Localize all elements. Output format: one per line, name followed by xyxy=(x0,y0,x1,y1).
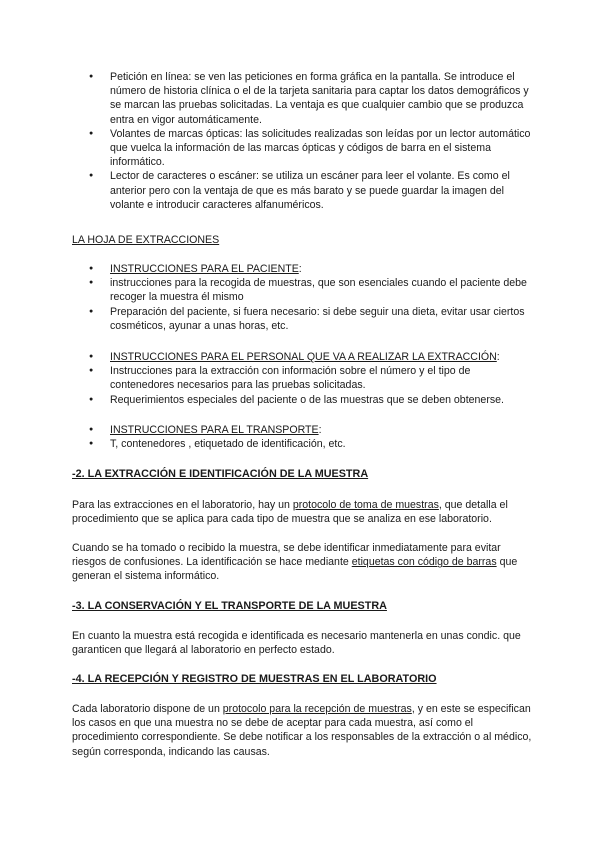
section-4-title xyxy=(72,672,532,686)
barcode-label-text: etiquetas con código de barras xyxy=(351,556,497,569)
personal-instructions xyxy=(72,350,532,407)
section-heading: -2. LA EXTRACCIÓN E IDENTIFICACIÓN DE LA MUESTRA xyxy=(72,468,369,480)
transporte-instructions xyxy=(72,423,532,451)
hoja-extracciones-title xyxy=(72,233,532,247)
list-item: ● Requerimientos especiales del paciente o de las muestras que se deben obtenerse. xyxy=(72,393,532,407)
section-4-paragraph-1: Cada laboratorio dispone de un protocolo para la recepción de muestras, y en este se especifican los casos en que una muestra no se debe de aceptar para cada muestra, así como el procedimiento correspondiente. Se debe notificar a los responsables de la extracción o al médico, según corresponda, indicando las causas. xyxy=(72,703,532,758)
list-item-heading: ● INSTRUCCIONES PARA EL PERSONAL QUE VA A REALIZAR LA EXTRACCIÓN: xyxy=(72,350,532,364)
paciente-instructions xyxy=(72,262,532,333)
section-2-title xyxy=(72,467,532,481)
list-item: ● Preparación del paciente, si fuera necesario: si debe seguir una dieta, evitar usar ciertos cosméticos, ayunar a unas horas, etc. xyxy=(72,305,532,333)
section-3-paragraph-1: En cuanto la muestra está recogida e identificada es necesario mantenerla en unas condic. que garanticen que llegará al laboratorio en perfecto estado. xyxy=(72,630,521,657)
protocol-link-text: protocolo de toma de muestras xyxy=(292,499,439,511)
section-2-paragraph-1: Para las extracciones en el laboratorio, hay un protocolo de toma de muestras, que detalla el procedimiento que se aplica para cada tipo de muestra que se analiza en ese laboratorio. xyxy=(72,499,508,526)
section-heading: -3. LA CONSERVACIÓN Y EL TRANSPORTE DE LA MUESTRA xyxy=(72,600,387,612)
input-methods-list xyxy=(72,70,532,212)
list-item: ● Instrucciones para la extracción con información sobre el número y el tipo de contenedores necesarios para las pruebas solicitadas. xyxy=(72,364,532,392)
reception-protocol-text: protocolo para la recepción de muestras xyxy=(222,703,412,715)
section-title: LA HOJA DE EXTRACCIONES xyxy=(72,234,220,246)
list-item: ● instrucciones para la recogida de muestras, que son esenciales cuando el paciente debe recoger la muestra él mismo xyxy=(72,276,532,304)
section-2-paragraph-2: Cuando se ha tomado o recibido la muestra, se debe identificar inmediatamente para evitar riesgos de confusiones. La identificación se hace mediante etiquetas con código de barras que generan el sistema informático. xyxy=(72,542,518,583)
list-item-heading: ● INSTRUCCIONES PARA EL PACIENTE: xyxy=(72,262,532,276)
list-item: ● T, contenedores , etiquetado de identificación, etc. xyxy=(72,437,532,451)
list-item: ● Volantes de marcas ópticas: las solicitudes realizadas son leídas por un lector automático que vuelca la información de las marcas ópticas y códigos de barra en el sistema informático. xyxy=(72,127,532,170)
list-item: ● Lector de caracteres o escáner: se utiliza un escáner para leer el volante. Es como el anterior pero con la ventaja de que es más barato y se puede guardar la imagen del volante e introducir caracteres alfanuméricos. xyxy=(72,169,532,212)
list-item: ● Petición en línea: se ven las peticiones en forma gráfica en la pantalla. Se introduce el número de historia clínica o el de la tarjeta sanitaria para captar los datos demográficos y se marcan las pruebas solicitadas. La ventaja es que cualquier cambio que se produzca entra en vigor automáticamente. xyxy=(72,70,532,127)
list-item-heading: ● INSTRUCCIONES PARA EL TRANSPORTE: xyxy=(72,423,532,437)
section-heading: -4. LA RECEPCIÓN Y REGISTRO DE MUESTRAS EN EL LABORATORIO xyxy=(72,673,437,685)
input-methods-section xyxy=(72,70,532,212)
section-3-title xyxy=(72,599,532,613)
